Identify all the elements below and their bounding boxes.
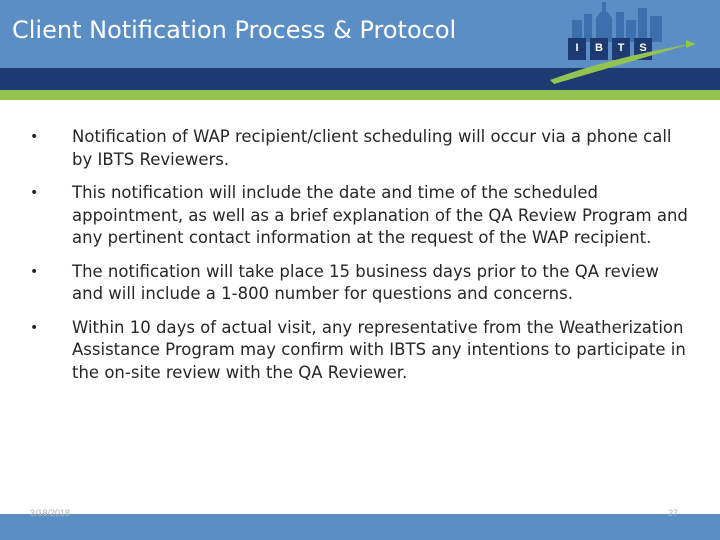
bullet-item <box>30 182 690 250</box>
bullet-glyph: • <box>30 319 39 336</box>
page-number: 27 <box>667 508 678 518</box>
bullet-item <box>30 126 690 171</box>
ibts-logo <box>540 0 720 96</box>
bullet-text: The notification will take place 15 business days prior to the QA review and will include a 1-800 number for questions and concerns. <box>72 261 659 303</box>
bullet-glyph: • <box>30 263 39 280</box>
footer-date: 3/18/2018 <box>30 508 71 518</box>
city-skyline-icon <box>540 0 720 96</box>
logo-letter-s: S <box>639 42 647 54</box>
bullet-text: Within 10 days of actual visit, any representative from the Weatherization Assistance Program may confirm with IBTS any intentions to participate in the on-site review with the QA Reviewer. <box>72 317 686 382</box>
slide-title: Client Notification Process & Protocol <box>12 16 457 44</box>
bullet-item <box>30 261 690 306</box>
logo-letter-t: T <box>617 42 625 54</box>
logo-letter-b: B <box>595 42 603 54</box>
bullet-item <box>30 317 690 385</box>
bullet-glyph: • <box>30 185 39 201</box>
bullet-text: This notification will include the date and time of the scheduled appointment, as well as a brief explanation of the QA Review Program and any pertinent contact information at the request of the WAP recipient. <box>72 183 688 247</box>
bullet-list <box>30 126 690 395</box>
bullet-text: Notification of WAP recipient/client scheduling will occur via a phone call by IBTS Reviewers. <box>72 127 672 169</box>
bullet-glyph: • <box>30 129 39 145</box>
logo-letter-i: I <box>575 42 579 54</box>
footer-band <box>0 514 720 540</box>
